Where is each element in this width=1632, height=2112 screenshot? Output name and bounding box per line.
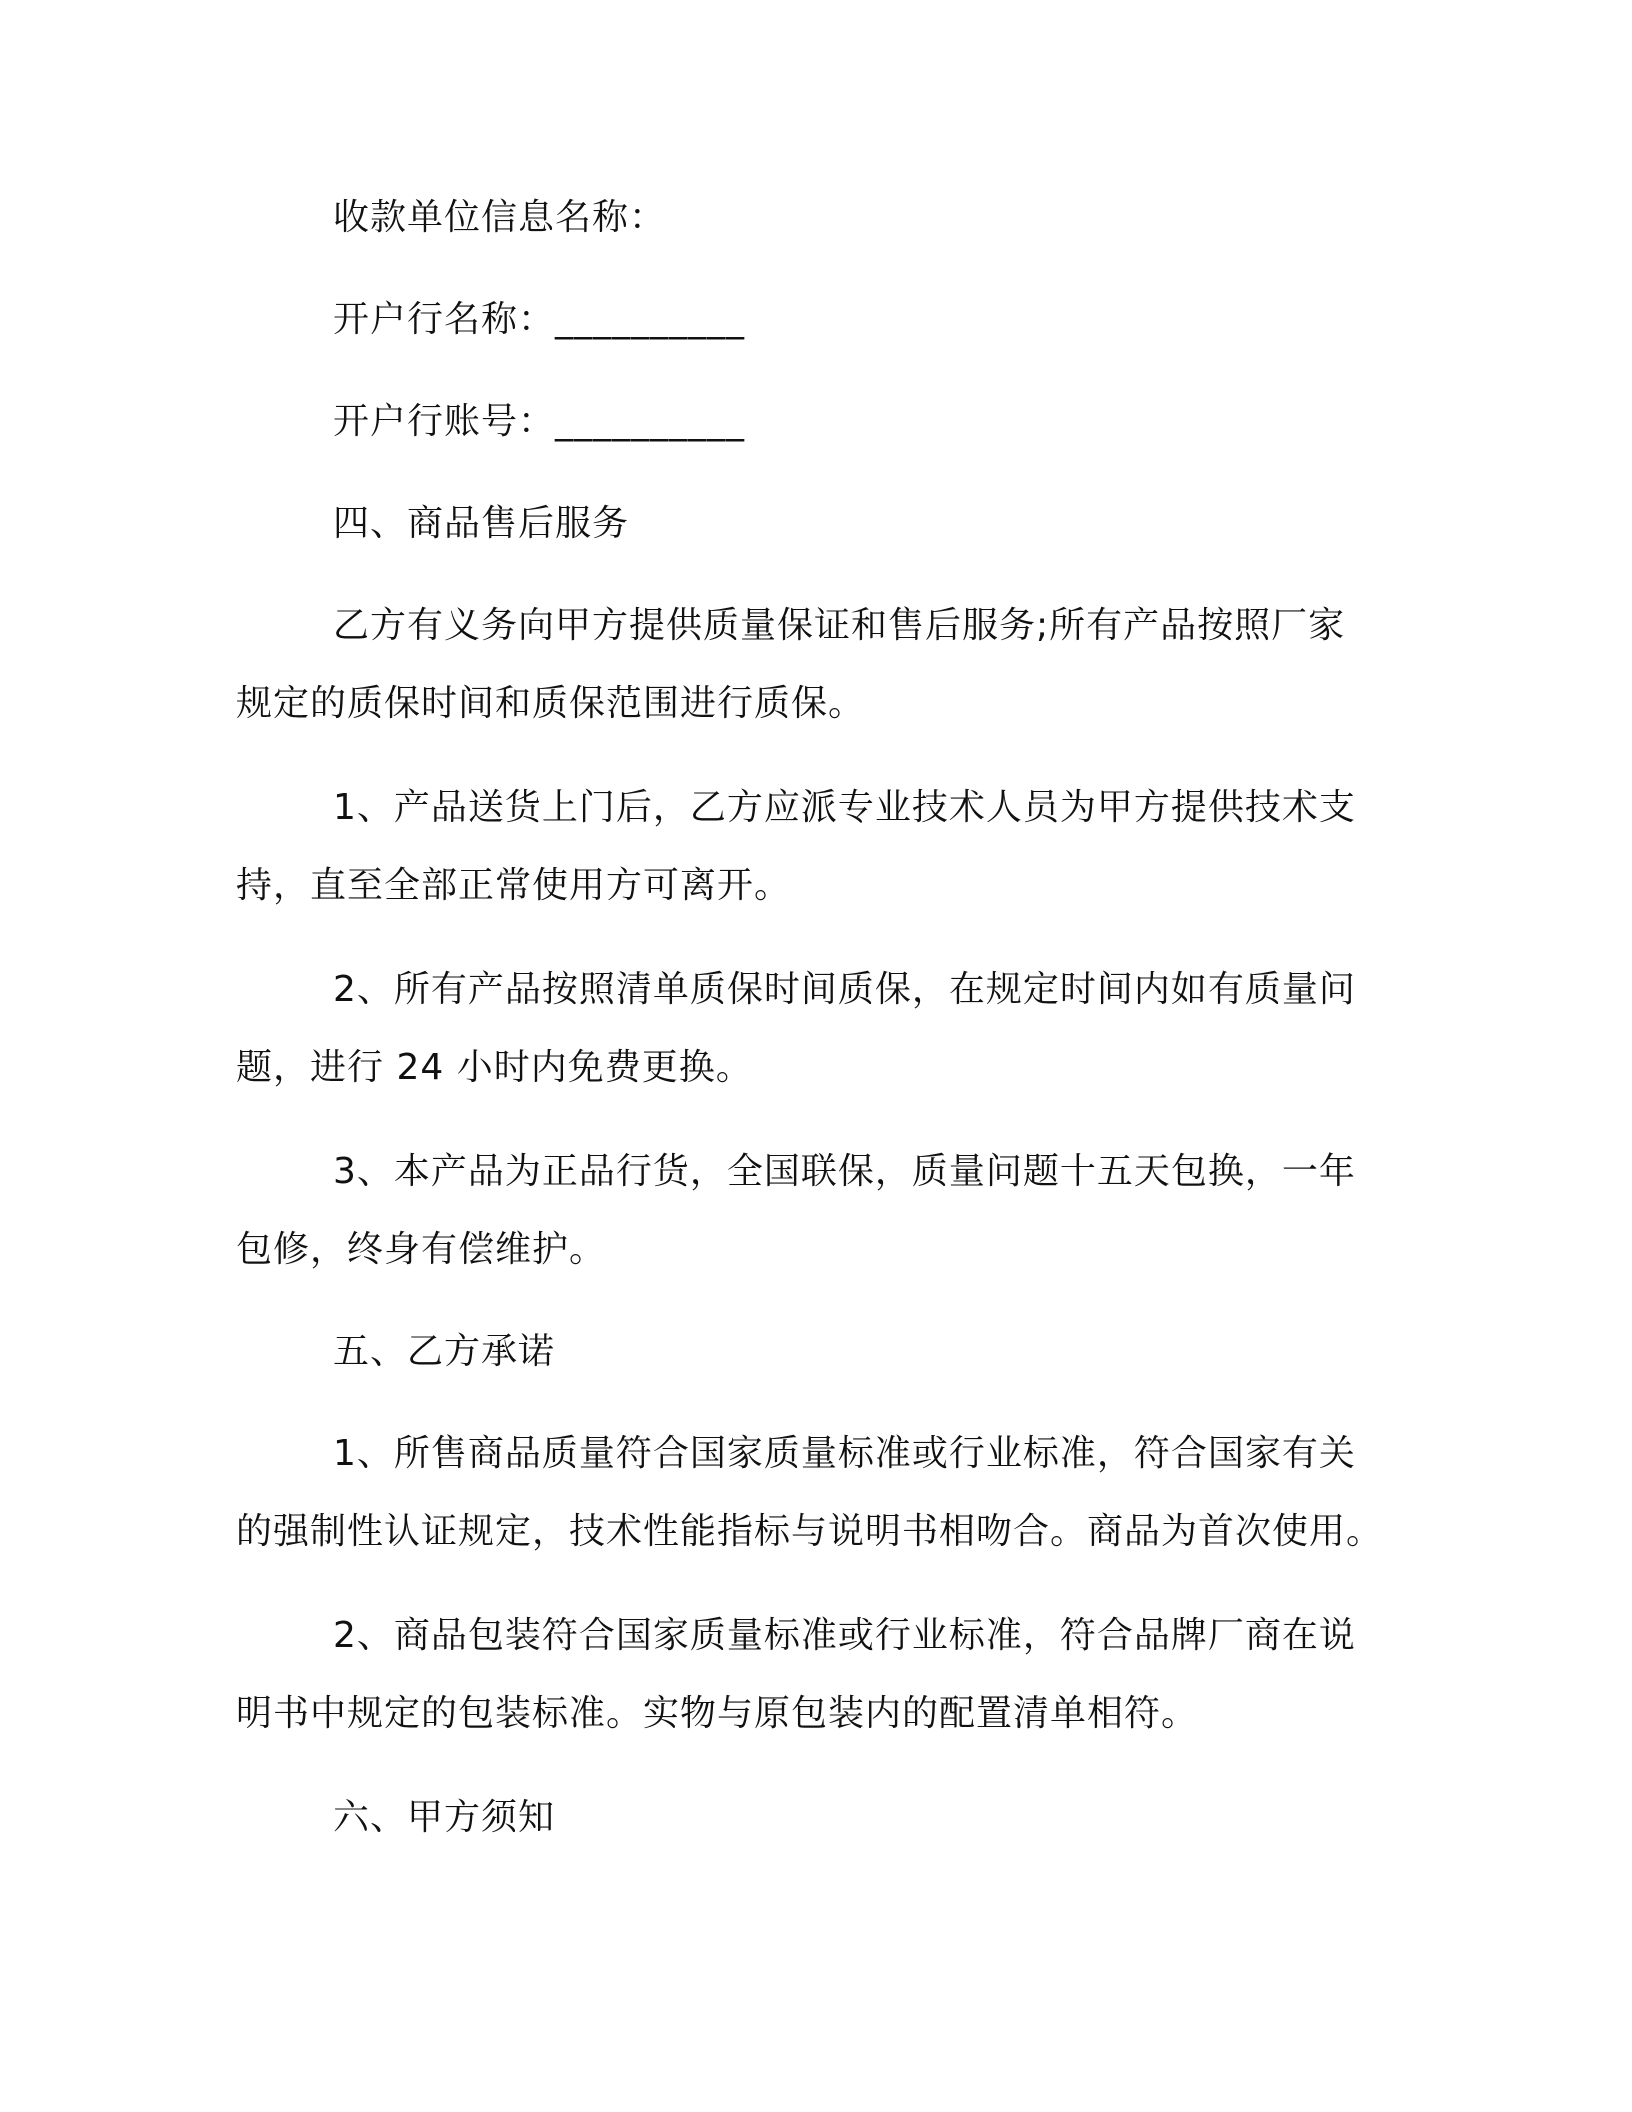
paragraph-line: 明书中规定的包装标准。实物与原包装内的配置清单相符。 [236, 1693, 1199, 1734]
section-heading-after-sales: 四、商品售后服务 [333, 503, 630, 544]
section-heading-promise: 五、乙方承诺 [333, 1331, 556, 1372]
paragraph-line: 包修，终身有偿维护。 [236, 1229, 607, 1270]
paragraph-line: 2、所有产品按照清单质保时间质保，在规定时间内如有质量问 [333, 969, 1356, 1010]
payee-info-label: 收款单位信息名称： [333, 197, 667, 238]
paragraph-line: 题，进行 24 小时内免费更换。 [236, 1047, 753, 1088]
paragraph-line: 2、商品包装符合国家质量标准或行业标准，符合品牌厂商在说 [333, 1615, 1356, 1656]
paragraph-line: 1、产品送货上门后，乙方应派专业技术人员为甲方提供技术支 [333, 787, 1356, 828]
paragraph-line: 1、所售商品质量符合国家质量标准或行业标准，符合国家有关 [333, 1433, 1356, 1474]
paragraph-line: 规定的质保时间和质保范围进行质保。 [236, 683, 866, 724]
bank-account-field: 开户行账号：__________ [333, 401, 746, 442]
section-heading-party-a-notice: 六、甲方须知 [333, 1797, 556, 1838]
paragraph-line: 乙方有义务向甲方提供质量保证和售后服务;所有产品按照厂家 [333, 605, 1346, 646]
paragraph-line: 的强制性认证规定，技术性能指标与说明书相吻合。商品为首次使用。 [236, 1511, 1384, 1552]
bank-name-field: 开户行名称：__________ [333, 299, 746, 340]
paragraph-line: 3、本产品为正品行货，全国联保，质量问题十五天包换，一年 [333, 1151, 1356, 1192]
paragraph-line: 持，直至全部正常使用方可离开。 [236, 865, 792, 906]
